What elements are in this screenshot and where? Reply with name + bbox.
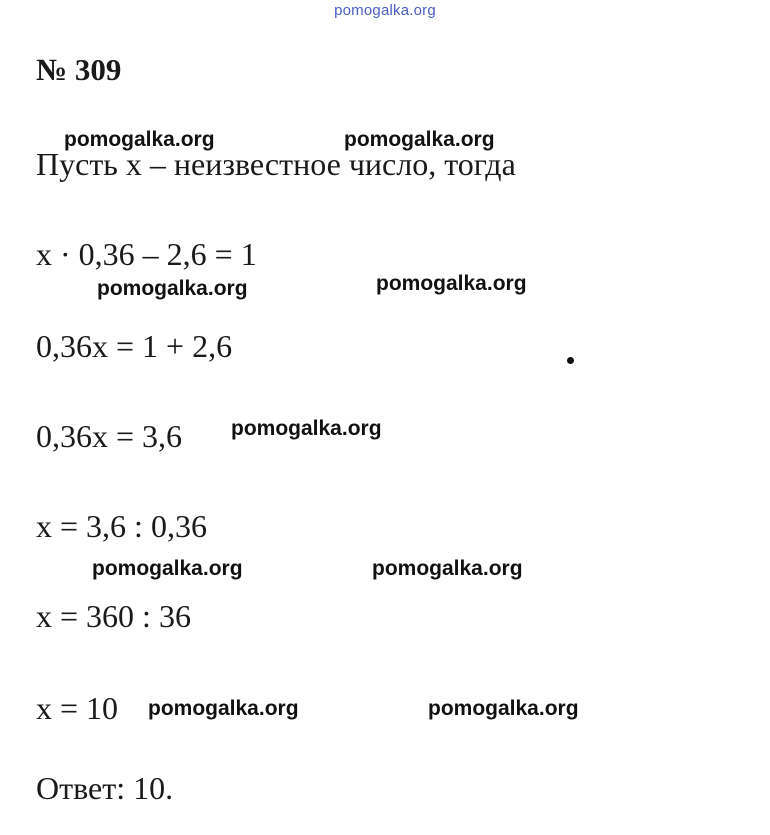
watermark: pomogalka.org — [64, 128, 215, 151]
problem-number: № 309 — [36, 52, 122, 87]
watermark: pomogalka.org — [428, 697, 579, 720]
site-header-link[interactable]: pomogalka.org — [334, 2, 436, 19]
watermark: pomogalka.org — [97, 277, 248, 300]
equation-step-6: x = 10 — [36, 690, 119, 726]
watermark: pomogalka.org — [231, 417, 382, 440]
stray-dot — [567, 357, 574, 364]
equation-step-4: x = 3,6 : 0,36 — [36, 508, 207, 544]
solution-intro: Пусть x – неизвестное число, тогда — [36, 146, 516, 182]
equation-step-1: x · 0,36 – 2,6 = 1 — [36, 236, 257, 272]
watermark: pomogalka.org — [344, 128, 495, 151]
equation-step-3: 0,36x = 3,6 — [36, 418, 183, 454]
equation-step-5: x = 360 : 36 — [36, 598, 191, 634]
watermark: pomogalka.org — [92, 557, 243, 580]
watermark: pomogalka.org — [376, 272, 527, 295]
equation-step-2: 0,36x = 1 + 2,6 — [36, 328, 233, 364]
watermark: pomogalka.org — [148, 697, 299, 720]
answer-text: Ответ: 10. — [36, 770, 174, 806]
watermark: pomogalka.org — [372, 557, 523, 580]
